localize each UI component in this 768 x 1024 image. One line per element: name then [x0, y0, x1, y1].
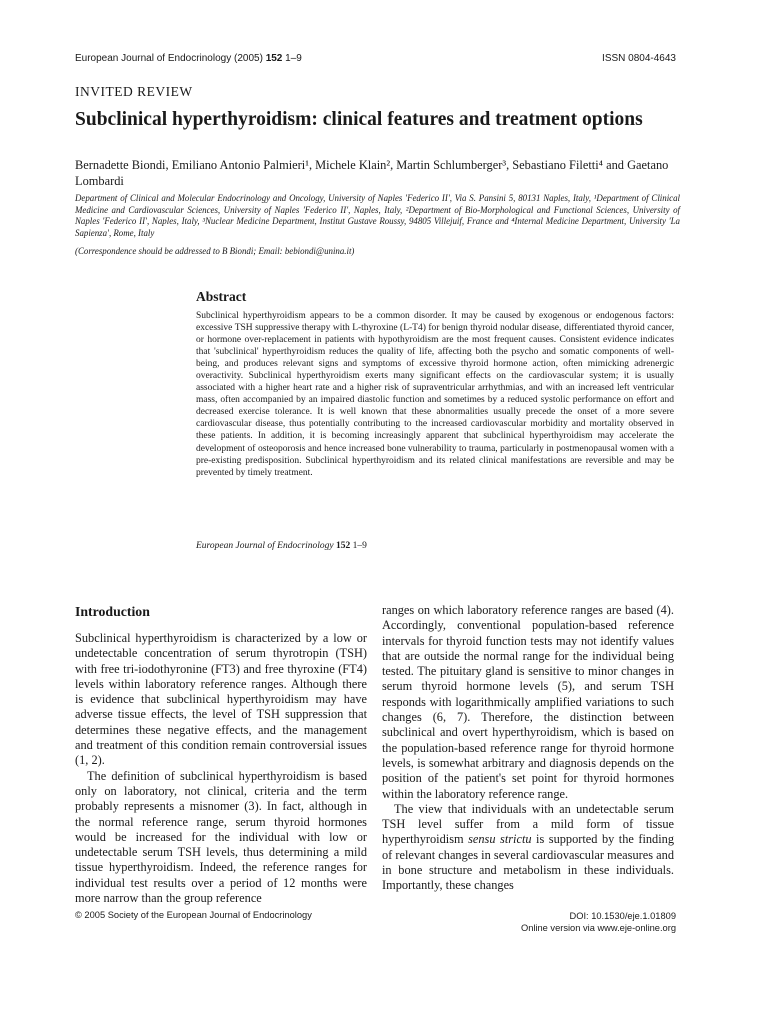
online-version-link[interactable]: Online version via www.eje-online.org [520, 923, 676, 933]
section-label: INVITED REVIEW [75, 84, 193, 99]
citation-pages: 1–9 [352, 541, 367, 551]
footer-identifiers [521, 910, 676, 934]
article-title: Subclinical hyperthyroidism: clinical features and treatment options [75, 109, 643, 130]
author-list: Bernadette Biondi, Emiliano Antonio Palmieri¹, Michele Klain², Martin Schlumberger³, Sebastiano Filetti⁴ and Gaetano Lombardi [75, 158, 669, 188]
running-header [75, 53, 676, 64]
affiliations: Department of Clinical and Molecular Endocrinology and Oncology, University of Naples 'Federico II', Via S. Pansini 5, 80131 Naples, Italy, ¹Department of Clinical Medicine and Cardiovascular Sciences, University of Naples 'Federico II', Naples, Italy, ²Department of Bio-Morphological and Functional Sciences, University of Naples 'Federico II', Naples, Italy, ³Nuclear Medicine Department, Institut Gustave Roussy, 94805 Villejuif, France and ⁴Internal Medicine Department, University 'La Sapienza', Rome, Italy [75, 193, 680, 238]
citation-journal: European Journal of Endocrinology [196, 541, 334, 551]
abstract-heading: Abstract [196, 289, 247, 304]
intro-paragraph-3: ranges on which laboratory reference ranges are based (4). Accordingly, conventional population-based reference intervals for thyroid function tests may not identify values that are outside the normal range for the individual being tested. The pituitary gland is sensitive to minor changes in serum thyroid hormone levels (5), and serum TSH responds with logarithmically amplified variations to such changes (6, 7). Therefore, the distinction between subclinical and overt hyperthyroidism, which is based on the population-based reference range for thyroid hormone levels, is somewhat arbitrary and diagnosis depends on the position of the patient's set point for thyroid hormones within the laboratory reference range. [382, 603, 674, 801]
introduction-heading: Introduction [75, 604, 150, 619]
journal-pages: 1–9 [285, 53, 302, 64]
issn: ISSN 0804-4643 [602, 53, 676, 64]
journal-reference [75, 53, 302, 64]
intro-paragraph-1: Subclinical hyperthyroidism is characterized by a low or undetectable concentration of serum thyrotropin (TSH) with free tri-iodothyronine (FT3) and free thyroxine (FT4) levels within laboratory reference ranges. Although there is evidence that subclinical hyperthyroidism may have adverse tissue effects, the level of TSH suppression that determines these negative effects, and the management and treatment of this condition remain controversial issues (1, 2). [75, 631, 367, 768]
intro-paragraph-4 [382, 802, 674, 894]
intro-paragraph-4-end: is supported by the finding of relevant changes in several cardiovascular measures and in bone structure and metabolism in these individuals. Importantly, these changes [382, 832, 674, 893]
intro-paragraph-4-start: The view that individuals with an undetectable serum TSH level suffer from a mild form of tissue hyperthyroidism [382, 801, 674, 847]
citation-volume: 152 [336, 541, 351, 551]
doi: DOI: 10.1530/eje.1.01809 [569, 911, 676, 921]
intro-paragraph-2: The definition of subclinical hyperthyroidism is based only on laboratory, not clinical, criteria and the term probably represents a misnomer (3). In fact, although in the normal reference range, serum thyroid hormones would be increased for the individual with low or undetectable serum TSH levels, thus determining a mild tissue hyperthyroidism. Indeed, the reference ranges for individual test results over a period of 12 months were more narrow than the group reference [75, 768, 367, 906]
journal-volume: 152 [265, 53, 283, 64]
left-column [75, 603, 367, 906]
journal-name: European Journal of Endocrinology (2005) [75, 53, 263, 64]
correspondence: (Correspondence should be addressed to B Biondi; Email: bebiondi@unina.it) [75, 246, 355, 256]
copyright-notice: © 2005 Society of the European Journal of Endocrinology [75, 910, 312, 920]
right-column [382, 603, 674, 894]
abstract-text: Subclinical hyperthyroidism appears to be a common disorder. It may be caused by exogenous or endogenous factors: excessive TSH suppressive therapy with L-thyroxine (L-T4) for benign thyroid nodular disease, differentiated thyroid cancer, or hormone over-replacement in patients with hypothyroidism are the most frequent causes. Consistent evidence indicates that 'subclinical' hyperthyroidism reduces the quality of life, affecting both the psycho and somatic components of well-being, and produces relevant signs and symptoms of excessive thyroid hormone action, often mimicking adrenergic overactivity. Subclinical hyperthyroidism exerts many significant effects on the cardiovascular system; it is usually associated with a higher heart rate and a higher risk of supraventricular arrhythmias, and with an increased left ventricular mass, often accompanied by an impaired diastolic function and sometimes by a reduced systolic performance on effort and decreased exercise tolerance. It is well known that these abnormalities usually precede the onset of a more severe cardiovascular disease, thus potentially contributing to the increased cardiovascular morbidity and mortality observed in these patients. In addition, it is becoming increasingly apparent that subclinical hyperthyroidism may accelerate the development of osteoporosis and hence increased bone vulnerability to trauma, particularly in postmenopausal women with a pre-existing predisposition. Subclinical hyperthyroidism and its related clinical manifestations are reversible and may be prevented by timely treatment. [196, 311, 674, 478]
abstract-citation [196, 541, 367, 551]
intro-paragraph-4-italic: sensu strictu [468, 832, 532, 847]
